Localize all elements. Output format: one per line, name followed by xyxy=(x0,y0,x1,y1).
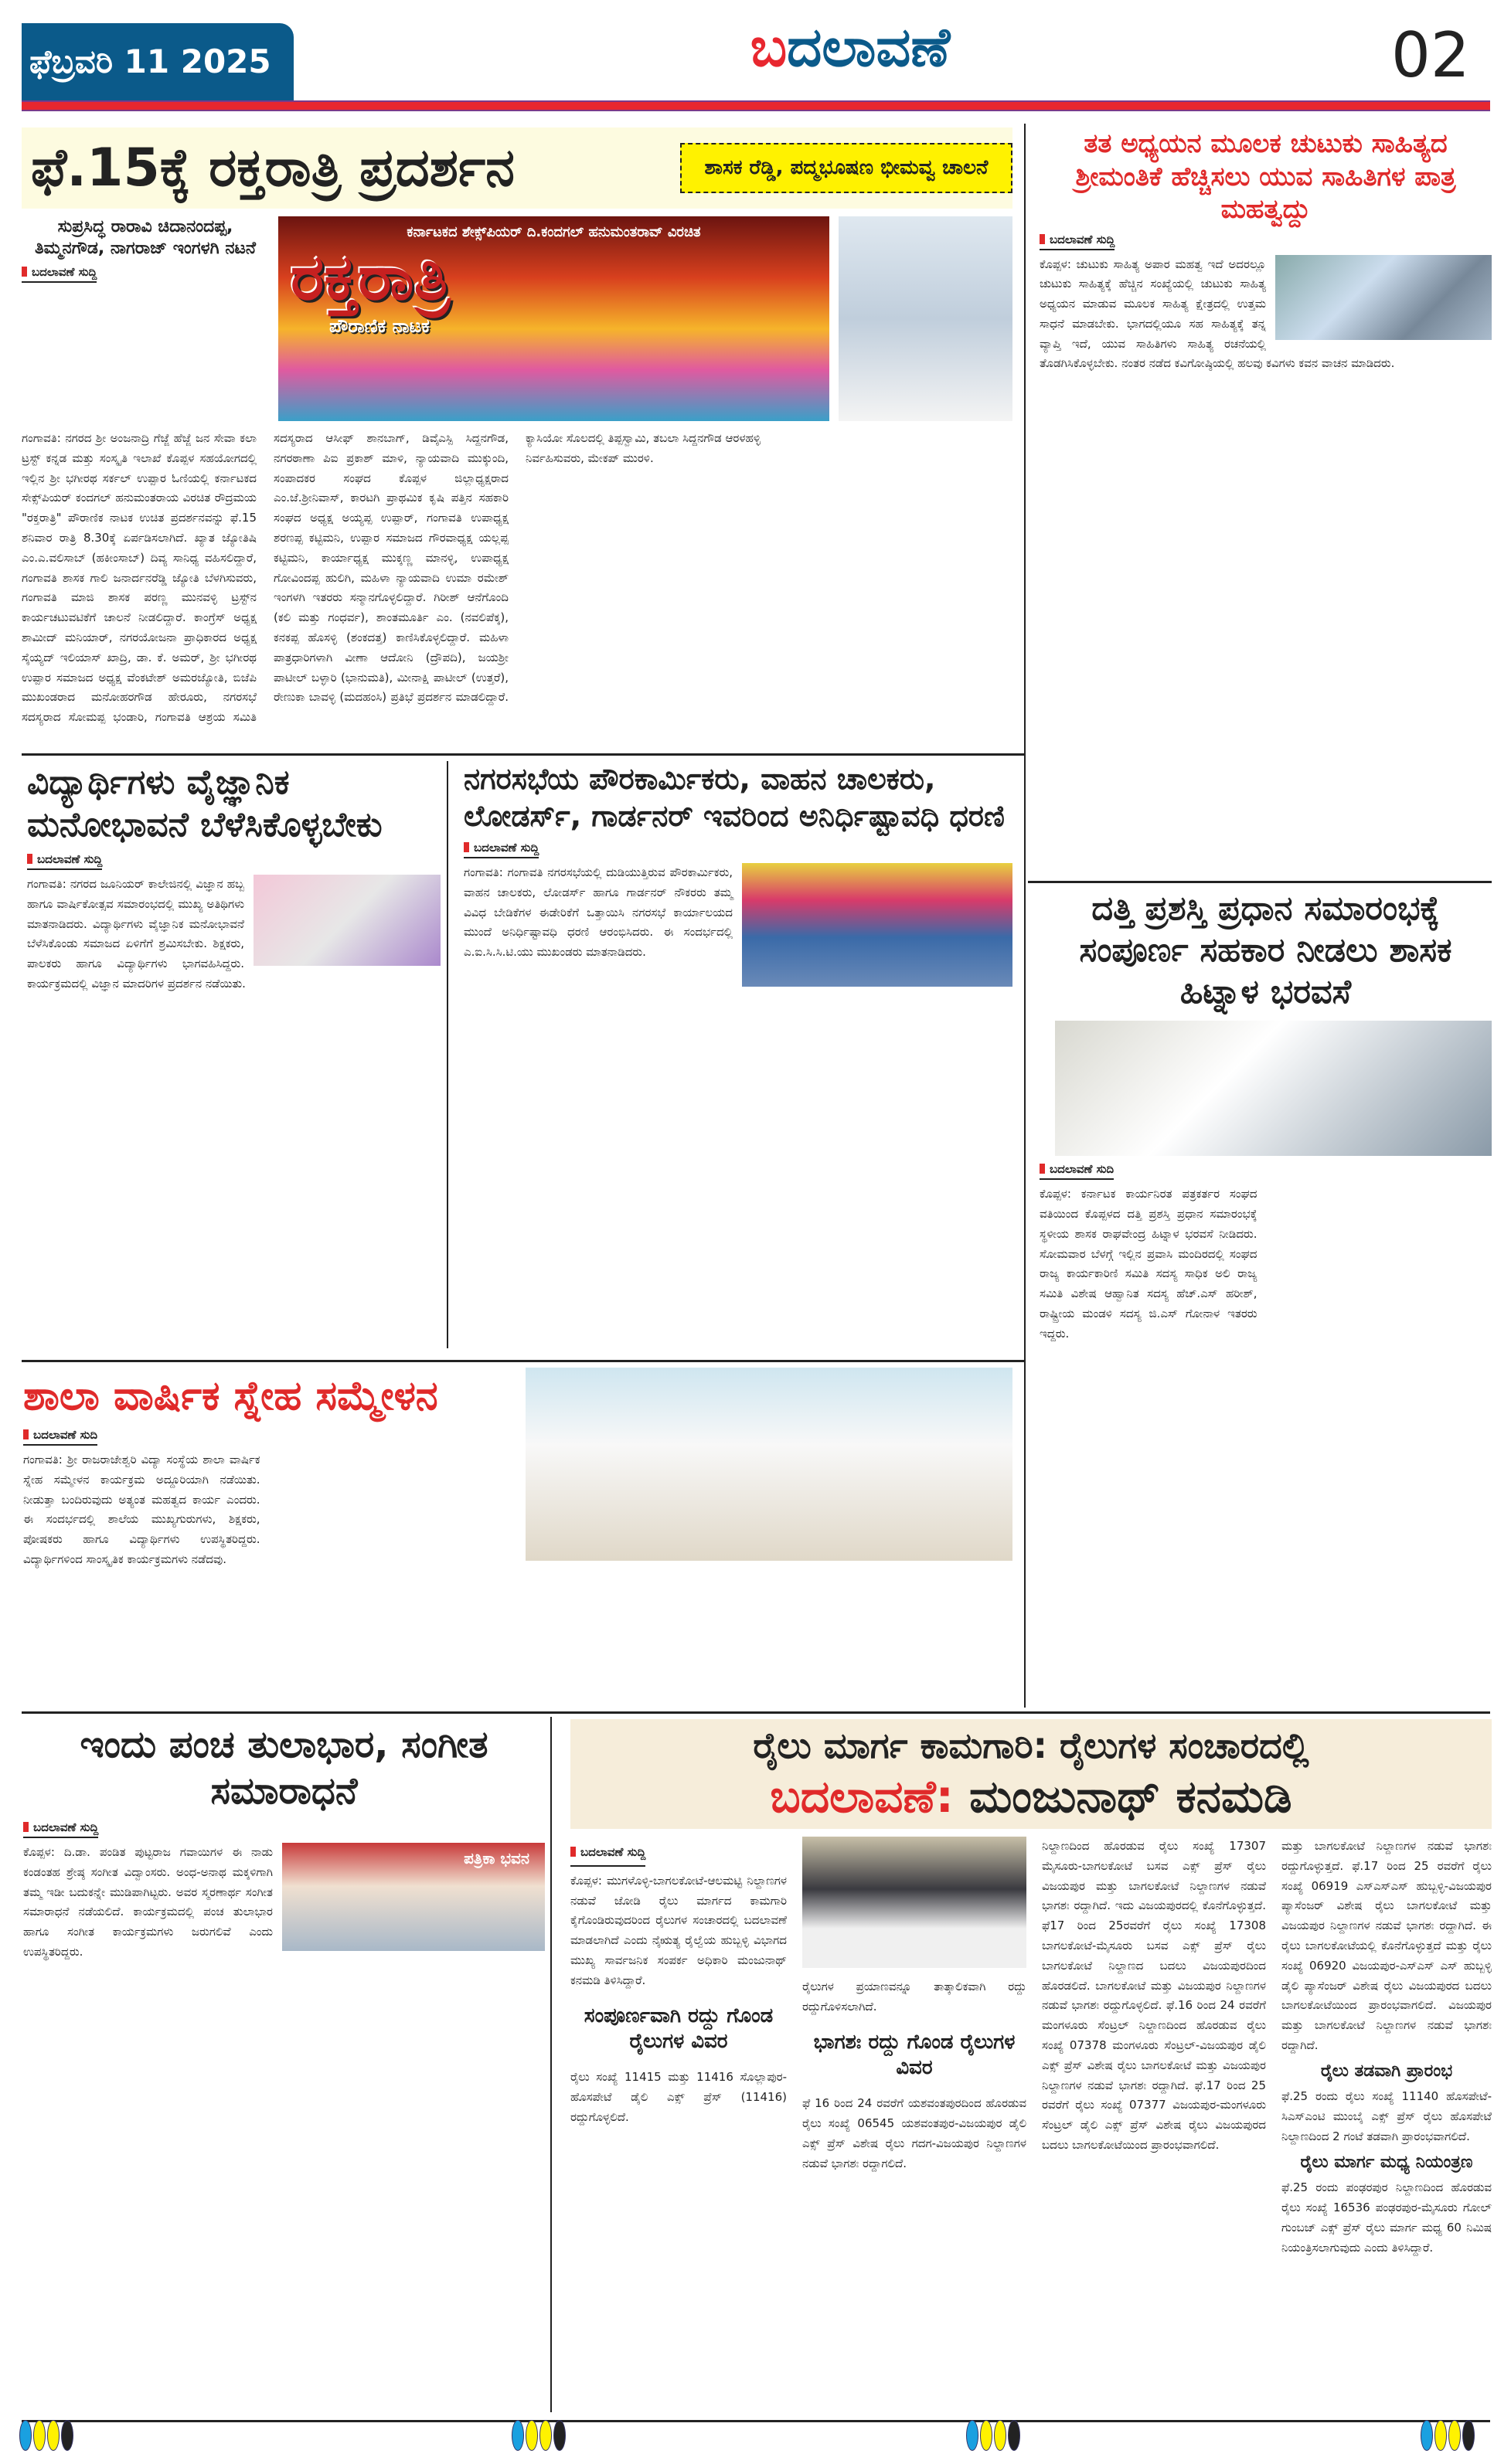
a7-press-photo xyxy=(282,1843,545,1951)
a5-byline-wrap xyxy=(1040,1156,1492,1184)
a7-body-wrap xyxy=(23,1843,545,2409)
a8-article xyxy=(570,1719,1492,2411)
a2-article xyxy=(1040,127,1492,873)
a8-headline-line1: ರೈಲು ಮಾರ್ಗ ಕಾಮಗಾರಿ: ರೈಲುಗಳ ಸಂಚಾರದಲ್ಲಿ xyxy=(753,1725,1309,1766)
a5-article xyxy=(1040,889,1492,1708)
a6-article xyxy=(23,1371,514,1708)
a4-protest-photo xyxy=(742,863,1012,987)
a3-byline-wrap xyxy=(27,846,441,875)
a8-p5: ಫೆ.25 ರಂದು ರೈಲು ಸಂಖ್ಯೆ 11140 ಹೊಸಪೇಟೆ-ಸಿಎಸ್ಎಂಟಿ ಮುಂಬೈ ಎಕ್ಸ್ ಪ್ರೆಸ್ ರೈಲು ಹೊಸಪೇಟೆ ನಿಲ್ದಾಣದಿಂದ 2 ಗಂಟೆ ತಡವಾಗಿ ಪ್ರಾರಂಭವಾಗಲಿದೆ. xyxy=(1281,2089,1492,2143)
a7-headline: ಇಂದು ಪಂಚ ತುಲಾಭಾರ, ಸಂಗೀತ ಸಮಾರಾಧನೆ xyxy=(80,1723,488,1813)
a5-body: ಕೊಪ್ಪಳ: ಕರ್ನಾಟಕ ಕಾರ್ಯನಿರತ ಪತ್ರಕರ್ತರ ಸಂಘದ ವತಿಯಿಂದ ಕೊಪ್ಪಳದ ದತ್ತಿ ಪ್ರಶಸ್ತಿ ಪ್ರಧಾನ ಸಮಾರಂಭಕ್ಕೆ ಸ್ಥಳೀಯ ಶಾಸಕ ರಾಘವೇಂದ್ರ ಹಿಟ್ನಾಳ ಭರವಸೆ ನೀಡಿದರು. ಸೋಮವಾರ ಬೆಳಗ್ಗೆ ಇಲ್ಲಿನ ಪ್ರವಾಸಿ ಮಂದಿರದಲ್ಲಿ ಸಂಘದ ರಾಜ್ಯ ಕಾರ್ಯಕಾರಿಣಿ ಸಮಿತಿ ಸದಸ್ಯ ಸಾಧಿಕ ಅಲಿ ರಾಜ್ಯ ಸಮಿತಿ ವಿಶೇಷ ಆಹ್ವಾನಿತ ಸದಸ್ಯ ಹೆಚ್.ಎಸ್ ಹರೀಶ್, ರಾಷ್ಟ್ರೀಯ ಮಂಡಳಿ ಸದಸ್ಯ ಜಿ.ಎಸ್ ಗೋನಾಳ ಇತರರು ಇದ್ದರು. xyxy=(1040,1187,1257,1341)
a4-byline-wrap xyxy=(464,834,1012,863)
a2-byline-wrap xyxy=(1040,226,1492,255)
a6-body: ಗಂಗಾವತಿ: ಶ್ರೀ ರಾಜರಾಜೇಶ್ವರಿ ವಿದ್ಯಾ ಸಂಸ್ಥೆಯ ಶಾಲಾ ವಾರ್ಷಿಕ ಸ್ನೇಹ ಸಮ್ಮೇಳನ ಕಾರ್ಯಕ್ರಮ ಅದ್ದೂರಿಯಾಗಿ ನಡೆಯಿತು. ನೀಡುತ್ತಾ ಬಂದಿರುವುದು ಅತ್ಯಂತ ಮಹತ್ವದ ಕಾರ್ಯ ಎಂದರು. ಈ ಸಂದರ್ಭದಲ್ಲಿ ಶಾಲೆಯ ಮುಖ್ಯಗುರುಗಳು, ಶಿಕ್ಷಕರು, ಪೋಷಕರು ಹಾಗೂ ವಿದ್ಯಾರ್ಥಿಗಳು ಉಪಸ್ಥಿತರಿದ್ದರು. ವಿದ್ಯಾರ್ಥಿಗಳಿಂದ ಸಾಂಸ್ಕೃತಿಕ ಕಾರ್ಯಕ್ರಮಗಳು ನಡೆದವು. xyxy=(23,1453,260,1566)
a4-body-wrap xyxy=(464,863,1012,1348)
a4-body: ಗಂಗಾವತಿ: ಗಂಗಾವತಿ ನಗರಸಭೆಯಲ್ಲಿ ದುಡಿಯುತ್ತಿರುವ ಪೌರಕಾರ್ಮಿಕರು, ವಾಹನ ಚಾಲಕರು, ಲೋಡರ್ಸ್ ಹಾಗೂ ಗಾರ್ಡನರ್ ನೌಕರರು ತಮ್ಮ ವಿವಿಧ ಬೇಡಿಕೆಗಳ ಈಡೇರಿಕೆಗೆ ಒತ್ತಾಯಿಸಿ ನಗರಸಭೆ ಕಾರ್ಯಾಲಯದ ಮುಂದೆ ಅನಿರ್ಧಿಷ್ಟಾವಧಿ ಧರಣಿ ಆರಂಭಿಸಿದರು. ಈ ಸಂದರ್ಭದಲ್ಲಿ ಎ.ಐ.ಸಿ.ಸಿ.ಟಿ.ಯು ಮುಖಂಡರು ಮಾತನಾಡಿದರು. xyxy=(464,865,733,960)
a7-article xyxy=(23,1721,545,2409)
a5-photo xyxy=(1055,1021,1492,1156)
headline-name: ಮಂಜುನಾಥ್ ಕನಮಡಿ xyxy=(969,1769,1292,1823)
logo-rest: ದಲಾವಣೆ xyxy=(787,15,951,79)
a7-body: ಕೊಪ್ಪಳ: ದಿ.ಡಾ. ಪಂಡಿತ ಪುಟ್ಟರಾಜ ಗವಾಯಿಗಳ ಈ ನಾಡು ಕಂಡಂತಹ ಶ್ರೇಷ್ಠ ಸಂಗೀತ ವಿದ್ವಾಂಸರು. ಅಂಧ-ಅನಾಥ ಮಕ್ಕಳಿಗಾಗಿ ತಮ್ಮ ಇಡೀ ಬದುಕನ್ನೇ ಮುಡಿಪಾಗಿಟ್ಟರು. ಅವರ ಸ್ಮರಣಾರ್ಥ ಸಂಗೀತ ಸಮಾರಾಧನೆ ನಡೆಯಲಿದೆ. ಕಾರ್ಯಕ್ರಮದಲ್ಲಿ ಪಂಚ ತುಲಾಭಾರ ಹಾಗೂ ಸಂಗೀತ ಕಾರ್ಯಕ್ರಮಗಳು ಜರುಗಲಿವೆ ಎಂದು ಉಪಸ್ಥಿತರಿದ್ದರು. xyxy=(23,1845,273,1959)
a8-p6: ಫೆ.25 ರಂದು ಪಂಢರಪುರ ನಿಲ್ದಾಣದಿಂದ ಹೊರಡುವ ರೈಲು ಸಂಖ್ಯೆ 16536 ಪಂಢರಪುರ-ಮೈಸೂರು ಗೋಲ್ ಗುಂಬಜ್ ಎಕ್ಸ್ ಪ್ರೆಸ್ ರೈಲು ಮಾರ್ಗ ಮಧ್ಯ 60 ನಿಮಿಷ ನಿಯಂತ್ರಿಸಲಾಗುವುದು ಎಂದು ತಿಳಿಸಿದ್ದಾರೆ. xyxy=(1281,2180,1492,2255)
a8-headline-line2 xyxy=(578,1769,1484,1825)
a1-deck-column xyxy=(22,216,269,421)
registration-marks xyxy=(966,2420,1022,2454)
a1-article xyxy=(22,127,1012,742)
page-number: 02 xyxy=(1391,19,1470,91)
a8-p1: ಫೆ 16 ರಿಂದ 24 ರವರೆಗೆ ಯಶವಂತಪುರದಿಂದ ಹೊರಡುವ ರೈಲು ಸಂಖ್ಯೆ 06545 ಯಶವಂತಪುರ-ವಿಜಯಪುರ ಡೈಲಿ ಎಕ್ಸ್ ಪ್ರೆಸ್ ವಿಶೇಷ ರೈಲು ಗದಗ-ವಿಜಯಪುರ ನಿಲ್ದಾಣಗಳ ನಡುವೆ ಭಾಗಶಃ ರದ್ದಾಗಲಿದೆ. xyxy=(802,2096,1026,2170)
a1-body: ಗಂಗಾವತಿ: ನಗರದ ಶ್ರೀ ಅಂಜನಾದ್ರಿ ಗೆಜ್ಜೆ ಹೆಜ್ಜೆ ಜನ ಸೇವಾ ಕಲಾ ಟ್ರಸ್ಟ್ ಕನ್ನಡ ಮತ್ತು ಸಂಸ್ಕೃತಿ ಇಲಾಖೆ ಕೊಪ್ಪಳ ಸಹಯೋಗದಲ್ಲಿ ಇಲ್ಲಿನ ಶ್ರೀ ಭಗೀರಥ ಸರ್ಕಲ್ ಉಪ್ಪಾರ ಓಣಿಯಲ್ಲಿ ಕರ್ನಾಟಕದ ಸೇಕ್ಸ್‌ಪಿಯರ್ ಕಂದಗಲ್ ಹನುಮಂತರಾಯ ವಿರಚಿತ ರೌದ್ರಮಯ "ರಕ್ತರಾತ್ರಿ" ಪೌರಾಣಿಕ ನಾಟಕ ಉಚಿತ ಪ್ರದರ್ಶನವನ್ನು ಫೆ.15 ಶನಿವಾರ ರಾತ್ರಿ 8.30ಕ್ಕೆ ಏರ್ಪಡಿಸಲಾಗಿದೆ. ಖ್ಯಾತ ಜ್ಯೋತಿಷಿ ಎಂ.ಎ.ವಲಿಸಾಬ್ (ಹಕೀಂಸಾಬ್) ದಿವ್ಯ ಸಾನಿಧ್ಯ ವಹಿಸಲಿದ್ದಾರೆ, ಗಂಗಾವತಿ ಶಾಸಕ ಗಾಲಿ ಜನಾರ್ದನರೆಡ್ಡಿ ಜ್ಯೋತಿ ಬೆಳಗಿಸುವರು, ಗಂಗಾವತಿ ಮಾಜಿ ಶಾಸಕ ಪರಣ್ಣ ಮುನವಳ್ಳಿ ಟ್ರಸ್ಟ್‌ನ ಕಾರ್ಯಚಟುವಟಿಕೆಗೆ ಚಾಲನೆ ನೀಡಲಿದ್ದಾರೆ. ಕಾಂಗ್ರೆಸ್ ಅಧ್ಯಕ್ಷ ಶಾಮೀದ್ ಮನಿಯಾರ್, ನಗರಯೋಜನಾ ಪ್ರಾಧಿಕಾರದ ಅಧ್ಯಕ್ಷ ಸೈಯ್ಯದ್ ಇಲಿಯಾಸ್ ಖಾದ್ರಿ, ಡಾ. ಕೆ. ಅಮರ್, ಶ್ರೀ ಭಗೀರಥ ಉಪ್ಪಾರ ಸಮಾಜದ ಅಧ್ಯಕ್ಷ ವೆಂಕಟೇಶ್ ಅಮರಜ್ಯೋತಿ, ಬಿಜೆಪಿ ಮುಖಂಡರಾದ ಮನೋಹರಗೌಡ ಹೇರೂರು, ನಗರಸಭೆ ಸದಸ್ಯರಾದ ಸೋಮಪ್ಪ ಭಂಡಾರಿ, ಗಂಗಾವತಿ ಆಶ್ರಯ ಸಮಿತಿ ಸದಸ್ಯರಾದ ಆಸೀಫ್ ಶಾನಬಾಗ್, ಡಿವೈಎಸ್ಪಿ ಸಿದ್ದನಗೌಡ, ನಗರಠಾಣಾ ಪಿಐ ಪ್ರಕಾಶ್ ಮಾಳಿ, ನ್ಯಾಯವಾದಿ ಮುಕ್ಕುಂದಿ, ಸಂಪಾದಕರ ಸಂಘದ ಕೊಪ್ಪಳ ಜಿಲ್ಲಾಧ್ಯಕ್ಷರಾದ ಎಂ.ಜೆ.ಶ್ರೀನಿವಾಸ್, ಕಾರಟಗಿ ಪ್ರಾಥಮಿಕ ಕೃಷಿ ಪತ್ತಿನ ಸಹಕಾರಿ ಸಂಘದ ಅಧ್ಯಕ್ಷ ಅಯ್ಯಪ್ಪ ಉಪ್ಪಾರ್, ಗಂಗಾವತಿ ಉಪಾಧ್ಯಕ್ಷ ಶರಣಪ್ಪ ಕಟ್ಟಿಮನಿ, ಉಪ್ಪಾರ ಸಮಾಜದ ಗೌರವಾಧ್ಯಕ್ಷ ಯಲ್ಲಪ್ಪ ಕಟ್ಟಿಮನಿ, ಕಾರ್ಯಾಧ್ಯಕ್ಷ ಮುಕ್ಕಣ್ಣ ಮಾನಳ್ಳಿ, ಉಪಾಧ್ಯಕ್ಷ ಗೋವಿಂದಪ್ಪ ಹುಲಿಗಿ, ಮಹಿಳಾ ನ್ಯಾಯವಾದಿ ಉಮಾ ರಮೇಶ್ ಇಂಗಳಗಿ ಇತರರು ಸನ್ಮಾನಗೊಳ್ಳಲಿದ್ದಾರೆ. ಗಿರೀಶ್ ಆನೆಗೊಂದಿ (ಕಲಿ ಮತ್ತು ಗಂಧರ್ವ), ಶಾಂತಮೂರ್ತಿ ಎಂ. (ನವಲಿಪೆಕ್ಕ), ಕನಕಪ್ಪ ಹೊಸಳ್ಳಿ (ಶಂಕದತ್ತ) ಕಾಣಿಸಿಕೊಳ್ಳಲಿದ್ದಾರೆ. ಮಹಿಳಾ ಪಾತ್ರಧಾರಿಗಳಾಗಿ ವೀಣಾ ಆದೋನಿ (ದ್ರೌಪದಿ), ಜಯಶ್ರೀ ಪಾಟೀಲ್ ಬಳ್ಳಾರಿ (ಭಾನುಮತಿ), ಮೀನಾಕ್ಷಿ ಪಾಟೀಲ್ (ಉತ್ತರೆ), ರೇಣುಕಾ ಬಾವಳ್ಳಿ (ಮದಹಂಸಿ) ಪ್ರತಿಭೆ ಪ್ರದರ್ಶನ ಮಾಡಲಿದ್ದಾರೆ. ಕ್ಯಾಸಿಯೋ ಸೊಲದಲ್ಲಿ ತಿಪ್ಪಸ್ವಾಮಿ, ತಬಲಾ ಸಿದ್ದನಗೌಡ ಆರಳಹಳ್ಳಿ ನಿರ್ವಹಿಸುವರು, ಮೇಕಪ್ ಮುರಳಿ. xyxy=(22,431,761,725)
registration-marks xyxy=(19,2420,75,2454)
a8-columns xyxy=(570,1837,1492,2411)
a8-col3: ನಿಲ್ದಾಣದಿಂದ ಹೊರಡುವ ರೈಲು ಸಂಖ್ಯೆ 17307 ಮೈಸೂರು-ಬಾಗಲಕೋಟೆ ಬಸವ ಎಕ್ಸ್ ಪ್ರೆಸ್ ರೈಲು ವಿಜಯಪುರ ಮತ್ತು ಬಾಗಲಕೋಟೆ ನಿಲ್ದಾಣಗಳ ನಡುವೆ ಭಾಗಶಃ ರದ್ದಾಗಿದೆ. ಇದು ವಿಜಯಪುರದಲ್ಲಿ ಕೊನೆಗೊಳ್ಳುತ್ತದೆ. ಫೆ17 ರಿಂದ 25ರವರೆಗೆ ರೈಲು ಸಂಖ್ಯೆ 17308 ಬಾಗಲಕೋಟೆ-ಮೈಸೂರು ಬಸವ ಎಕ್ಸ್ ಪ್ರೆಸ್ ರೈಲು ಬಾಗಲಕೋಟೆ ನಿಲ್ದಾಣದ ಬದಲು ವಿಜಯಪುರದಿಂದ ಹೊರಡಲಿದೆ. ಬಾಗಲಕೋಟೆ ಮತ್ತು ವಿಜಯಪುರ ನಿಲ್ದಾಣಗಳ ನಡುವೆ ಭಾಗಶಃ ರದ್ದುಗೊಳ್ಳಲಿದೆ. ಫೆ.16 ರಿಂದ 24 ರವರೆಗೆ ಮಂಗಳೂರು ಸೆಂಟ್ರಲ್ ನಿಲ್ದಾಣದಿಂದ ಹೊರಡುವ ರೈಲು ಸಂಖ್ಯೆ 07378 ಮಂಗಳೂರು ಸೆಂಟ್ರಲ್-ವಿಜಯಪುರ ಡೈಲಿ ಎಕ್ಸ್ ಪ್ರೆಸ್ ವಿಶೇಷ ರೈಲು ಬಾಗಲಕೋಟೆ ಮತ್ತು ವಿಜಯಪುರ ನಿಲ್ದಾಣಗಳ ನಡುವೆ ಭಾಗಶಃ ರದ್ದಾಗಿದೆ. ಫೆ.17 ರಿಂದ 25 ರವರೆಗೆ ರೈಲು ಸಂಖ್ಯೆ 07377 ವಿಜಯಪುರ-ಮಂಗಳೂರು ಸೆಂಟ್ರಲ್ ಡೈಲಿ ಎಕ್ಸ್ ಪ್ರೆಸ್ ವಿಶೇಷ ರೈಲು ವಿಜಯಪುರದ ಬದಲು ಬಾಗಲಕೋಟೆಯಿಂದ ಪ್ರಾರಂಭವಾಗಲಿದೆ. xyxy=(1042,1839,1266,2152)
registration-marks xyxy=(512,2420,567,2454)
poster-title: ರಕ್ತರಾತ್ರಿ xyxy=(291,240,451,314)
a4-headline: ನಗರಸಭೆಯ ಪೌರಕಾರ್ಮಿಕರು, ವಾಹನ ಚಾಲಕರು, ಲೋಡರ್ಸ್, ಗಾರ್ಡನರ್ ಇವರಿಂದ ಅನಿರ್ಧಿಷ್ಟಾವಧಿ ಧರಣಿ xyxy=(464,762,1005,833)
byline: ಬದಲಾವಣೆ ಸುದ್ದಿ xyxy=(23,1820,98,1838)
section-rule xyxy=(22,1711,1490,1714)
registration-marks xyxy=(1421,2420,1476,2454)
a3-headline: ವಿದ್ಯಾರ್ಥಿಗಳು ವೈಜ್ಞಾನಿಕ ಮನೋಭಾವನೆ ಬೆಳೆಸಿಕೊಳ್ಳಬೇಕು xyxy=(27,763,383,845)
a3-photo xyxy=(254,875,441,966)
a2-body-wrap xyxy=(1040,255,1492,874)
byline: ಬದಲಾವಣೆ ಸುದ್ದಿ xyxy=(1040,233,1115,250)
column-divider xyxy=(550,1717,552,2412)
byline: ಬದಲಾವಣೆ ಸುದ್ದಿ xyxy=(464,841,539,858)
a1-poster-image xyxy=(278,216,829,421)
poster-subtitle: ಪೌರಾಣಿಕ ನಾಟಕ xyxy=(329,314,430,337)
headline-red-word: ಬದಲಾವಣೆ: xyxy=(770,1769,954,1823)
masthead-rule xyxy=(22,100,1490,111)
logo-first-letter: ಬ xyxy=(750,15,788,79)
section-rule xyxy=(22,1360,1024,1362)
a8-subhead-regulation: ರೈಲು ಮಾರ್ಗ ಮಧ್ಯ ನಿಯಂತ್ರಣ xyxy=(1300,2152,1473,2172)
a7-byline-wrap xyxy=(23,1814,545,1843)
a8-intro: ಕೊಪ್ಪಳ: ಮುಗಳೊಳ್ಳಿ-ಬಾಗಲಕೋಟೆ-ಆಲಮಟ್ಟಿ ನಿಲ್ದಾಣಗಳ ನಡುವೆ ಜೋಡಿ ರೈಲು ಮಾರ್ಗದ ಕಾಮಗಾರಿ ಕೈಗೊಂಡಿರುವುದರಿಂದ ರೈಲುಗಳ ಸಂಚಾರದಲ್ಲಿ ಬದಲಾವಣೆ ಮಾಡಲಾಗಿದೆ ಎಂದು ನೈಋತ್ಯ ರೈಲ್ವೆಯ ಹುಬ್ಬಳ್ಳಿ ವಿಭಾಗದ ಮುಖ್ಯ ಸಾರ್ವಜನಿಕ ಸಂಪರ್ಕ ಅಧಿಕಾರಿ ಮಂಜುನಾಥ್ ಕನಮಡಿ ತಿಳಿಸಿದ್ದಾರೆ. xyxy=(570,1873,787,1987)
a5-headline: ದತ್ತಿ ಪ್ರಶಸ್ತಿ ಪ್ರಧಾನ ಸಮಾರಂಭಕ್ಕೆ ಸಂಪೂರ್ಣ ಸಹಕಾರ ನೀಡಲು ಶಾಸಕ ಹಿಟ್ನಾಳ ಭರವಸೆ xyxy=(1079,889,1452,1011)
a4-article xyxy=(464,761,1012,1348)
a8-p2: ರೈಲು ಸಂಖ್ಯೆ 11415 ಮತ್ತು 11416 ಸೊಲ್ಲಾಪುರ-ಹೊಸಪೇಟೆ ಡೈಲಿ ಎಕ್ಸ್ ಪ್ರೆಸ್ (11416) ರದ್ದುಗೊಳ್ಳಲಿದೆ. xyxy=(570,2070,787,2124)
a1-deck: ಸುಪ್ರಸಿದ್ಧ ರಾರಾವಿ ಚಿದಾನಂದಪ್ಪ, ತಿಮ್ಮನಗೌಡ, ನಾಗರಾಜ್ ಇಂಗಳಗಿ ನಟನೆ xyxy=(34,217,257,258)
a8-subhead-partial-cancel: ಭಾಗಶಃ ರದ್ದು ಗೊಂಡ ರೈಲುಗಳ ವಿವರ xyxy=(813,2030,1016,2080)
a8-subhead-delayed: ರೈಲು ತಡವಾಗಿ ಪ್ರಾರಂಭ xyxy=(1320,2061,1453,2081)
byline: ಬದಲಾವಣೆ ಸುದ್ದಿ xyxy=(22,265,97,283)
issue-date: ಫೆಬ್ರವರಿ 11 2025 xyxy=(29,42,271,80)
a3-article xyxy=(27,761,441,1348)
a8-headline-band xyxy=(570,1719,1492,1829)
a8-p4: ಮತ್ತು ಬಾಗಲಕೋಟೆ ನಿಲ್ದಾಣಗಳ ನಡುವೆ ಭಾಗಶಃ ರದ್ದುಗೊಳ್ಳುತ್ತದೆ. ಫೆ.17 ರಿಂದ 25 ರವರೆಗೆ ರೈಲು ಸಂಖ್ಯೆ 06919 ಎಸ್ಎಸ್ಎಸ್ ಹುಬ್ಬಳ್ಳಿ-ವಿಜಯಪುರ ಪ್ಯಾಸೆಂಜರ್ ವಿಶೇಷ ರೈಲು ಬಾಗಲಕೋಟೆ ಮತ್ತು ವಿಜಯಪುರ ನಿಲ್ದಾಣಗಳ ನಡುವೆ ಭಾಗಶಃ ರದ್ದಾಗಿದೆ. ಈ ರೈಲು ಬಾಗಲಕೋಟೆಯಲ್ಲಿ ಕೊನೆಗೊಳ್ಳುತ್ತದೆ ಮತ್ತು ರೈಲು ಸಂಖ್ಯೆ 06920 ವಿಜಯಪುರ-ಎಸ್ಎಸ್ ಎಸ್ ಹುಬ್ಬಳ್ಳಿ ಡೈಲಿ ಪ್ಯಾಸೆಂಜರ್ ವಿಶೇಷ ರೈಲು ವಿಜಯಪುರದ ಬದಲು ಬಾಗಲಕೋಟೆಯಿಂದ ಪ್ರಾರಂಭವಾಗಲಿದೆ. ವಿಜಯಪುರ ಮತ್ತು ಬಾಗಲಕೋಟೆ ನಿಲ್ದಾಣಗಳ ನಡುವೆ ಭಾಗಶಃ ರದ್ದಾಗಿದೆ. xyxy=(1281,1839,1492,2052)
a8-col2 xyxy=(802,1837,1026,2411)
a1-headline-band xyxy=(22,127,1012,209)
byline: ಬದಲಾವಣೆ ಸುದಿ xyxy=(23,1428,97,1446)
section-rule xyxy=(1028,881,1492,883)
a6-byline-wrap xyxy=(23,1422,514,1450)
byline: ಬದಲಾವಣೆ ಸುದ್ದಿ xyxy=(570,1843,645,1867)
a1-portrait-photo xyxy=(839,216,1012,421)
a8-caption: ರೈಲುಗಳ ಪ್ರಯಾಣವನ್ನೂ ತಾತ್ಕಾಲಿಕವಾಗಿ ರದ್ದು ರದ್ದುಗೊಳಿಸಲಾಗಿದೆ. xyxy=(802,1980,1026,2014)
a1-headline: ಫೆ.15ಕ್ಕೆ ರಕ್ತರಾತ್ರಿ ಪ್ರದರ್ಶನ xyxy=(31,138,515,199)
a6-ceremony-photo xyxy=(526,1368,1012,1561)
a1-kicker: ಶಾಸಕ ರೆಡ್ಡಿ, ಪದ್ಮಭೂಷಣ ಭೀಮವ್ವ ಚಾಲನೆ xyxy=(680,143,1012,193)
footer-rule xyxy=(22,2420,1490,2422)
poster-caption-top: ಕರ್ನಾಟಕದ ಶೇಕ್ಸ್‌ಪಿಯರ್ ದಿ.ಕಂದಗಲ್ ಹನುಮಂತರಾವ್ ವಿರಚಿತ xyxy=(407,224,701,240)
date-box xyxy=(22,23,294,100)
byline: ಬದಲಾವಣೆ ಸುದ್ದಿ xyxy=(27,852,102,870)
a8-col1 xyxy=(570,1837,787,2411)
a8-official-photo xyxy=(802,1837,1026,1968)
a3-body: ಗಂಗಾವತಿ: ನಗರದ ಜೂನಿಯರ್ ಕಾಲೇಜಿನಲ್ಲಿ ವಿಜ್ಞಾನ ಹಬ್ಬ ಹಾಗೂ ವಾರ್ಷಿಕೋತ್ಸವ ಸಮಾರಂಭದಲ್ಲಿ ಮುಖ್ಯ ಅತಿಥಿಗಳು ಮಾತನಾಡಿದರು. ವಿದ್ಯಾರ್ಥಿಗಳು ವೈಜ್ಞಾನಿಕ ಮನೋಭಾವನೆ ಬೆಳೆಸಿಕೊಂಡು ಸಮಾಜದ ಏಳಿಗೆಗೆ ಶ್ರಮಿಸಬೇಕು. ಶಿಕ್ಷಕರು, ಪಾಲಕರು ಹಾಗೂ ವಿದ್ಯಾರ್ಥಿಗಳು ಭಾಗವಹಿಸಿದ್ದರು. ಕಾರ್ಯಕ್ರಮದಲ್ಲಿ ವಿಜ್ಞಾನ ಮಾದರಿಗಳ ಪ್ರದರ್ಶನ ನಡೆಯಿತು. xyxy=(27,877,246,991)
a2-photo xyxy=(1275,255,1492,340)
a1-top-row xyxy=(22,216,1012,421)
column-divider xyxy=(447,761,448,1348)
byline: ಬದಲಾವಣೆ ಸುದಿ xyxy=(1040,1162,1114,1180)
a8-subhead-complete-cancel: ಸಂಪೂರ್ಣವಾಗಿ ರದ್ದು ಗೊಂಡ ರೈಲುಗಳ ವಿವರ xyxy=(584,2003,774,2054)
section-rule xyxy=(22,753,1024,756)
a3-body-wrap xyxy=(27,875,441,1348)
a6-headline: ಶಾಲಾ ವಾರ್ಷಿಕ ಸ್ನೇಹ ಸಮ್ಮೇಳನ xyxy=(23,1373,438,1419)
newspaper-logo xyxy=(696,15,1005,100)
column-divider xyxy=(1024,124,1026,1708)
a2-headline: ತತ ಅಧ್ಯಯನ ಮೂಲಕ ಚುಟುಕು ಸಾಹಿತ್ಯದ ಶ್ರೀಮಂತಿಕೆ ಹೆಚ್ಚಿಸಲು ಯುವ ಸಾಹಿತಿಗಳ ಪಾತ್ರ ಮಹತ್ವದ್ದು xyxy=(1075,128,1456,225)
a8-col4 xyxy=(1281,1837,1492,2411)
a2-body: ಕೊಪ್ಪಳ: ಚುಟುಕು ಸಾಹಿತ್ಯ ಅಪಾರ ಮಹತ್ವ ಇದೆ ಅದರಲ್ಲೂ ಚುಟುಕು ಸಾಹಿತ್ಯಕ್ಕೆ ಹೆಚ್ಚಿನ ಸಂಖ್ಯೆಯಲ್ಲಿ ಚುಟುಕು ಸಾಹಿತ್ಯ ಅಧ್ಯಯನ ಮಾಡುವ ಮೂಲಕ ಸಾಹಿತ್ಯ ಕ್ಷೇತ್ರದಲ್ಲಿ ಉತ್ತಮ ಸಾಧನೆ ಮಾಡಬೇಕು. ಭಾಗದಲ್ಲಿಯೂ ಸಹ ಸಾಹಿತ್ಯಕ್ಕೆ ತನ್ನ ವ್ಯಾಪ್ತಿ ಇದೆ, ಯುವ ಸಾಹಿತಿಗಳು ಸಾಹಿತ್ಯ ರಚನೆಯಲ್ಲಿ ತೊಡಗಿಸಿಕೊಳ್ಳಬೇಕು. ನಂತರ ನಡೆದ ಕವಿಗೋಷ್ಠಿಯಲ್ಲಿ ಹಲವು ಕವಿಗಳು ಕವನ ವಾಚನ ಮಾಡಿದರು. xyxy=(1040,257,1395,371)
photo-banner-text: ಪತ್ರಿಕಾ ಭವನ xyxy=(464,1849,529,1868)
